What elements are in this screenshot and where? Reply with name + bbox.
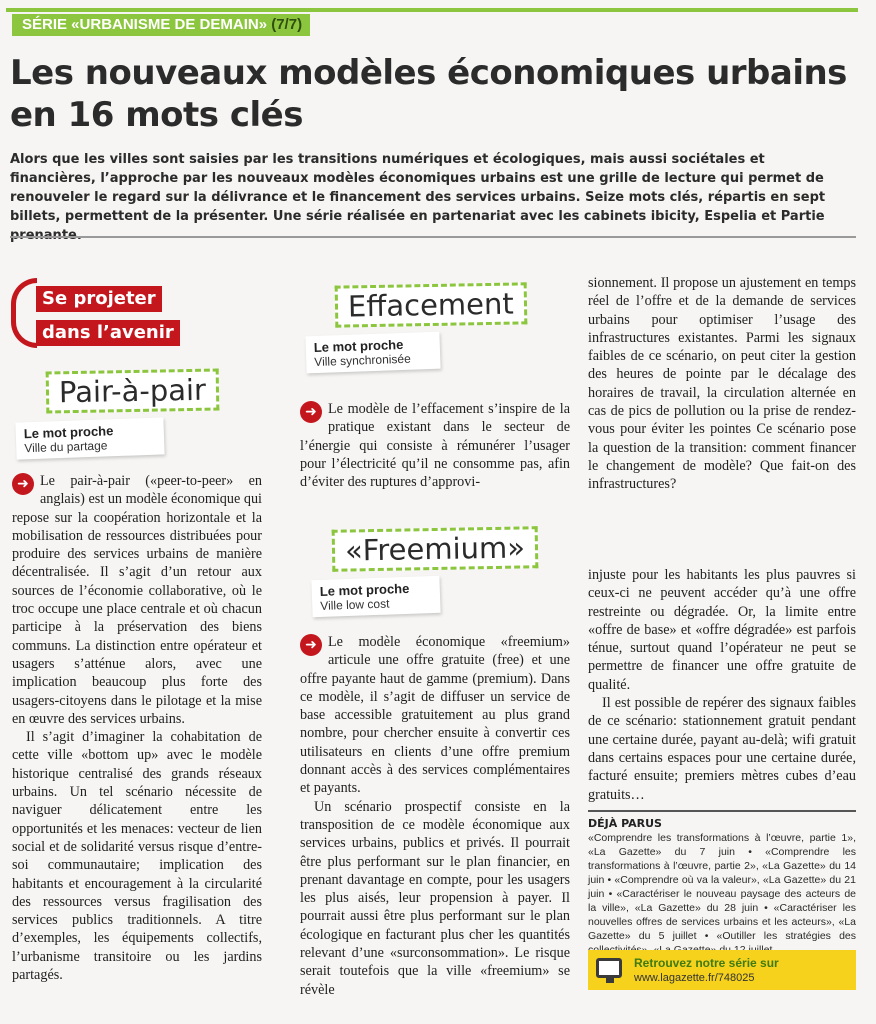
theme-line-2: dans l’avenir	[36, 320, 180, 346]
column-3-bottom-text	[588, 566, 856, 804]
paragraph: Il s’agit d’imaginer la cohabitation de cette ville «bottom up» avec le modèle historique centralisé des grands réseaux urbains. Un tel scénario nécessite de naviguer délicatement entre les opportunités et les menaces: vecteur de lien social et de solidarité versus risque d’entre-soi communautaire; implication des habitants et encouragement à la circularité des ressources versus fragilisation des services publics traditionnels. A titre d’exemples, les équipements collectifs, l’urbanisme transitoire ou les jardins partagés.	[12, 729, 262, 984]
keyword-card-freemium	[311, 576, 440, 617]
deja-parus-title: DÉJÀ PARUS	[588, 817, 662, 830]
red-circle-arrow-icon: ➜	[12, 473, 34, 495]
headline: Les nouveaux modèles économiques urbains en 16 mots clés	[10, 53, 847, 135]
series-promo-link[interactable]	[588, 950, 856, 990]
keyword-card-label: Le mot proche	[313, 336, 404, 356]
keyword-card-label: Le mot proche	[23, 423, 114, 442]
keyword-card-value: Ville du partage	[24, 438, 108, 456]
chapo: Alors que les villes sont saisies par les transitions numériques et écologiques, mais aussi sociétales et financières, l’approche par les nouveaux modèles économiques urbains est une grille de lecture qui permet de renouveler le regard sur la délivrance et le financement des services urbains. Seize mots clés, répartis en sept billets, permettent de la présenter. Une série réalisée en partenariat avec les cabinets ibicity, Espelia et Partie prenante.	[10, 152, 826, 243]
column-3-top-text	[588, 274, 856, 494]
theme-line-1: Se projeter	[36, 286, 162, 312]
deja-parus-body: «Comprendre les transformations à l’œuvre, partie 1», «La Gazette» du 7 juin • «Comprendre les transformations à l’œuvre, partie 2», «La Gazette» du 14 juin • «Comprendre où va la valeur», «La Gazette» du 21 juin • «Caractériser le nouveau paysage des acteurs de la ville», «La Gazette» du 28 juin • «Caractériser les nouvelles offres de services urbains et les acteurs», «La Gazette» du 5 juillet • «Outiller les stratégies des	[588, 832, 856, 942]
keyword-card-value: Ville synchronisée	[314, 351, 411, 370]
deja-parus-box	[588, 810, 856, 957]
paragraph: ➜ Le pair-à-pair («peer-to-peer» en anglais) est un modèle économique qui repose sur la coopération horizontale et la mobilisation de ressources distribuées pour produire des services urbains de manière décentralisée. Il s’agit d’un retour aux sources de l’économie collaborative, où le troc occupe une place centrale et où chacun participe à la préservation des biens communs. La distinction entre opérateur et usagers s’atténue alors, avec une implication beaucoup plus forte des usagers-citoyens dans le pilotage et la mise en œuvre des services urbains.	[12, 473, 262, 727]
paragraph: ➜ Le modèle de l’effacement s’inspire de la pratique existant dans le secteur de l’énergie qui consiste à rémunérer l’usager pour l’électricité qu’il ne consomme pas, afin d’éviter des ruptures d’approvi-	[300, 401, 570, 491]
paragraph: injuste pour les habitants les plus pauvres si ceux-ci ne peuvent accéder qu’à une offre restreinte ou dégradée. Or, la limite entre «offre de base» et «offre dégradée» est parfois ténue, surtout quand l’opérateur ne peut se permettre de financer une offre gratuite de qualité.	[588, 567, 856, 693]
series-tag	[12, 14, 310, 36]
promo-url[interactable]: www.lagazette.fr/748025	[634, 972, 755, 984]
series-number: (7/7)	[271, 16, 303, 33]
paragraph: ➜ Le modèle économique «freemium» articule une offre gratuite (free) et une offre payante haut de gamme (premium). Dans ce modèle, il s’agit de diffuser un service de base accessible gratuitement au plus grand nombre, pour chercher ensuite à convertir ces utilisateurs en clients d’une offre premium donnant accès à des services complémentaires et payants.	[300, 634, 570, 797]
keyword-title-freemium: «Freemium»	[332, 526, 539, 572]
keyword-title-effacement: Effacement	[335, 282, 527, 327]
computer-screen-icon	[596, 958, 622, 978]
keyword-title-pair-a-pair: Pair-à-pair	[46, 368, 220, 413]
promo-line-1: Retrouvez notre série sur	[634, 956, 779, 970]
series-prefix: SÉRIE «URBANISME DE DEMAIN»	[22, 16, 268, 33]
keyword-card-pair-a-pair	[15, 417, 164, 459]
column-2-top-text	[300, 400, 570, 491]
red-circle-arrow-icon: ➜	[300, 401, 322, 423]
keyword-card-effacement	[305, 332, 440, 374]
keyword-card-value: Ville low cost	[320, 596, 390, 613]
column-2-bottom-text	[300, 633, 570, 999]
paragraph: Un scénario prospectif consiste en la transposition de ce modèle économique aux services urbains, publics et privés. Il pourrait être plus performant sur le plan financier, en prenant davantage en compte, pour les usagers les plus aisés, leur propension à payer. Il pourrait aussi être plus performant sur le plan écologique en facturant plus cher les quantités relevant d’une «surconsommation». Le risque serait toutefois que la ville «freemium» se révèle	[300, 798, 570, 998]
paragraph: sionnement. Il propose un ajustement en temps réel de l’offre et de la demande de services urbains pour optimiser l’usage des infrastructures existantes. Parmi les signaux faibles de ce scénario, on peut citer la gestion des heures de pointe par le décalage des horaires de travail, la circulation alternée en cas de pics de pollution ou la prise de rendez-vous pour éviter les pointes Ce scénario pose la question de la transition: comment financer le changement de modèle? Que fait-on des infrastructures?	[588, 275, 856, 493]
keyword-card-label: Le mot proche	[319, 580, 410, 599]
column-1-text	[12, 472, 262, 984]
header-divider	[10, 236, 856, 238]
paragraph: Il est possible de repérer des signaux faibles de ce scénario: stationnement gratuit pendant une certaine durée, payant au-delà; wifi gratuit dans certains espaces pour une certaine durée, facturé ensuite; premiers mètres cubes d’eau gratuits…	[588, 695, 856, 803]
theme-bracket	[11, 278, 37, 348]
red-circle-arrow-icon: ➜	[300, 634, 322, 656]
